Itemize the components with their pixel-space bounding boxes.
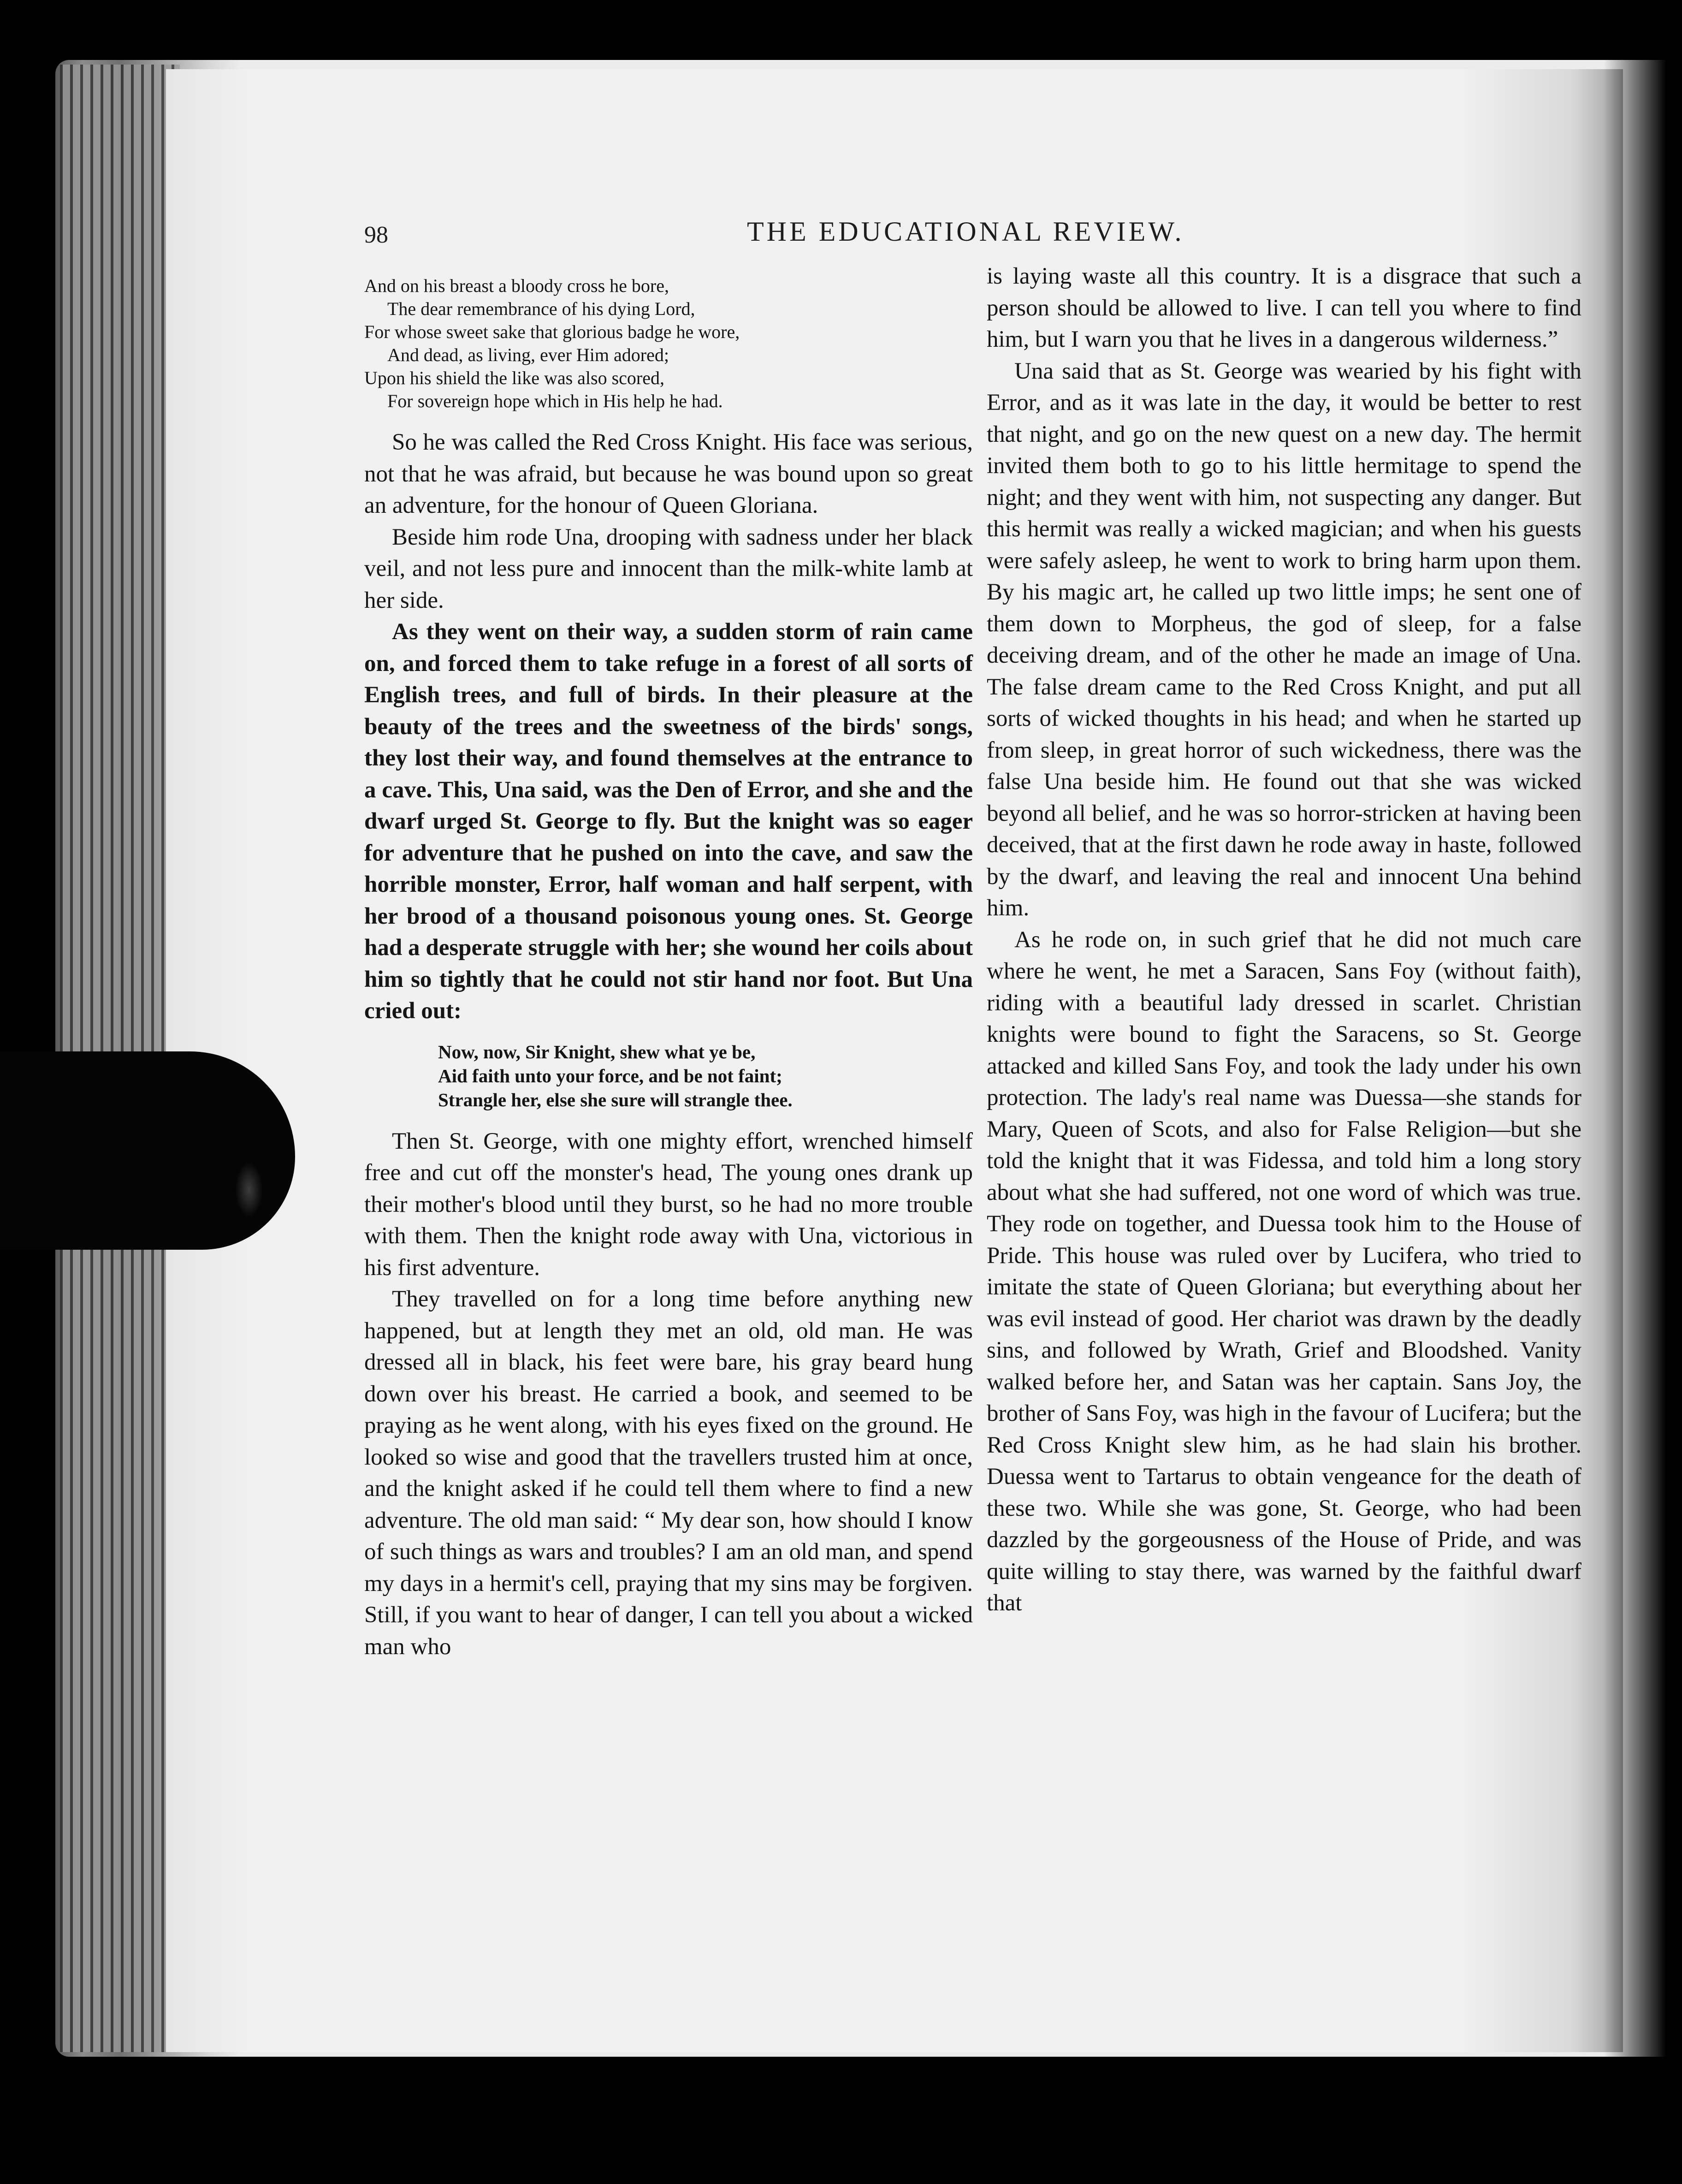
verse-line: For whose sweet sake that glorious badge he wore, (364, 321, 740, 342)
verse-line: Now, now, Sir Knight, shew what ye be, (438, 1041, 756, 1062)
thumb-shadow (0, 1051, 295, 1250)
paragraph: Beside him rode Una, drooping with sadness under her black veil, and not less pure and innocent than the milk-white lamb at her side. (364, 524, 973, 613)
verse-line: And dead, as living, ever Him adored; (387, 344, 669, 365)
paragraph: Una said that as St. George was wearied by his fight with Error, and as it was late in the day, it would be better to rest that night, and go on the new quest on a new day. The hermit invited them both to go to his little hermitage to spend the night; and they went with him, not suspecting any danger. But this hermit was really a wicked magician; and when his guests were safely asleep, he went to work to bring harm upon them. By his magic art, he called up two little imps; he sent one of them down to Morpheus, the god of sleep, for a false deceiving dream, and of the other he made an image of Una. The false dream came to the Red Cross Knight, and put all sorts of wicked thoughts in his head; and when he started up from sleep, in great horror of such wickedness, there was the false Una beside him. He found out that she was wicked beyond all belief, and he was so horror-stricken at having been deceived, that at the first dawn he rode away in haste, followed by the dwarf, and leaving the real and innocent Una behind him. (987, 358, 1581, 921)
paragraph: Then St. George, with one mighty effort, wrenched himself free and cut off the monster's head, The young ones drank up their mother's blood until they burst, so he had no more trouble with them. Then the knight rode away with Una, victorious in his first adventure. (364, 1128, 973, 1281)
right-column (987, 261, 1581, 1619)
paragraph: As they went on their way, a sudden storm of rain came on, and forced them to take refuge in a forest of all sorts of English trees, and full of birds. In their pleasure at the beauty of the trees and the sweetness of the birds' songs, they lost their way, and found themselves at the entrance to a cave. This, Una said, was the Den of Error, and she and the dwarf urged St. George to fly. But the knight was so eager for adventure that he pushed on into the cave, and saw the horrible monster, Error, half woman and half serpent, with her brood of a thousand poisonous young ones. St. George had a desperate struggle with her; she wound her coils about him so tightly that he could not stir hand nor foot. But Una cried out: (364, 619, 973, 1024)
left-column (364, 274, 973, 1662)
verse-line: The dear remembrance of his dying Lord, (387, 298, 695, 319)
thumb-highlight (235, 1162, 263, 1217)
verse-line: And on his breast a bloody cross he bore, (364, 275, 669, 296)
verse-stanza (364, 274, 973, 413)
running-head: THE EDUCATIONAL REVIEW. (747, 216, 1185, 247)
paragraph: They travelled on for a long time before anything new happened, but at length they met an old, old man. He was dressed all in black, his feet were bare, his gray beard hung down over his breast. He carried a book, and seemed to be praying as he went along, with his eyes fixed on the ground. He looked so wise and good that the travellers trusted him at once, and the knight asked if he could tell them where to find a new adventure. The old man said: “ My dear son, how should I know of such things as wars and troubles? I am an old man, and spend my days in a hermit's cell, praying that my sins may be forgiven. Still, if you want to hear of danger, I can tell you about a wicked man who (364, 1286, 973, 1660)
verse-line: Upon his shield the like was also scored, (364, 368, 664, 388)
paragraph: As he rode on, in such grief that he did not much care where he went, he met a Saracen, Sans Foy (without faith), riding with a beautiful lady dressed in scarlet. Christian knights were bound to fight the Saracens, so St. George attacked and killed Sans Foy, and took the lady under his own protection. The lady's real name was Duessa—she stands for Mary, Queen of Scots, and also for False Religion—but she told the knight that it was Fidessa, and told him a long story about what she had suffered, not one word of which was true. They rode on together, and Duessa took him to the House of Pride. This house was ruled over by Lucifera, who tried to imitate the state of Queen Gloriana; but everything about her was evil instead of good. Her chariot was drawn by the deadly sins, and followed by Wrath, Grief and Bloodshed. Vanity walked before her, and Satan was her captain. Sans Joy, the brother of Sans Foy, was high in the favour of Lucifera; but the Red Cross Knight slew him, as he had slain his brother. Duessa went to Tartarus to obtain vengeance for the death of these two. While she was gone, St. George, who had been dazzled by the gorgeousness of the House of Pride, and was quite willing to stay there, was warned by the faithful dwarf that (987, 926, 1581, 1616)
paragraph: So he was called the Red Cross Knight. His face was serious, not that he was afraid, but because he was bound upon so great an adventure, for the honour of Queen Gloriana. (364, 429, 973, 518)
gutter-shadow (1604, 0, 1682, 2184)
verse-stanza (364, 1040, 973, 1112)
paragraph: is laying waste all this country. It is a disgrace that such a person should be allowed to live. I can tell you where to find him, but I warn you that he lives in a dangerous wilderness.” (987, 263, 1581, 352)
page-number: 98 (364, 222, 388, 248)
verse-line: Strangle her, else she sure will strangle thee. (438, 1089, 793, 1110)
verse-line: For sovereign hope which in His help he had. (387, 391, 723, 411)
verse-line: Aid faith unto your force, and be not faint; (438, 1065, 782, 1086)
